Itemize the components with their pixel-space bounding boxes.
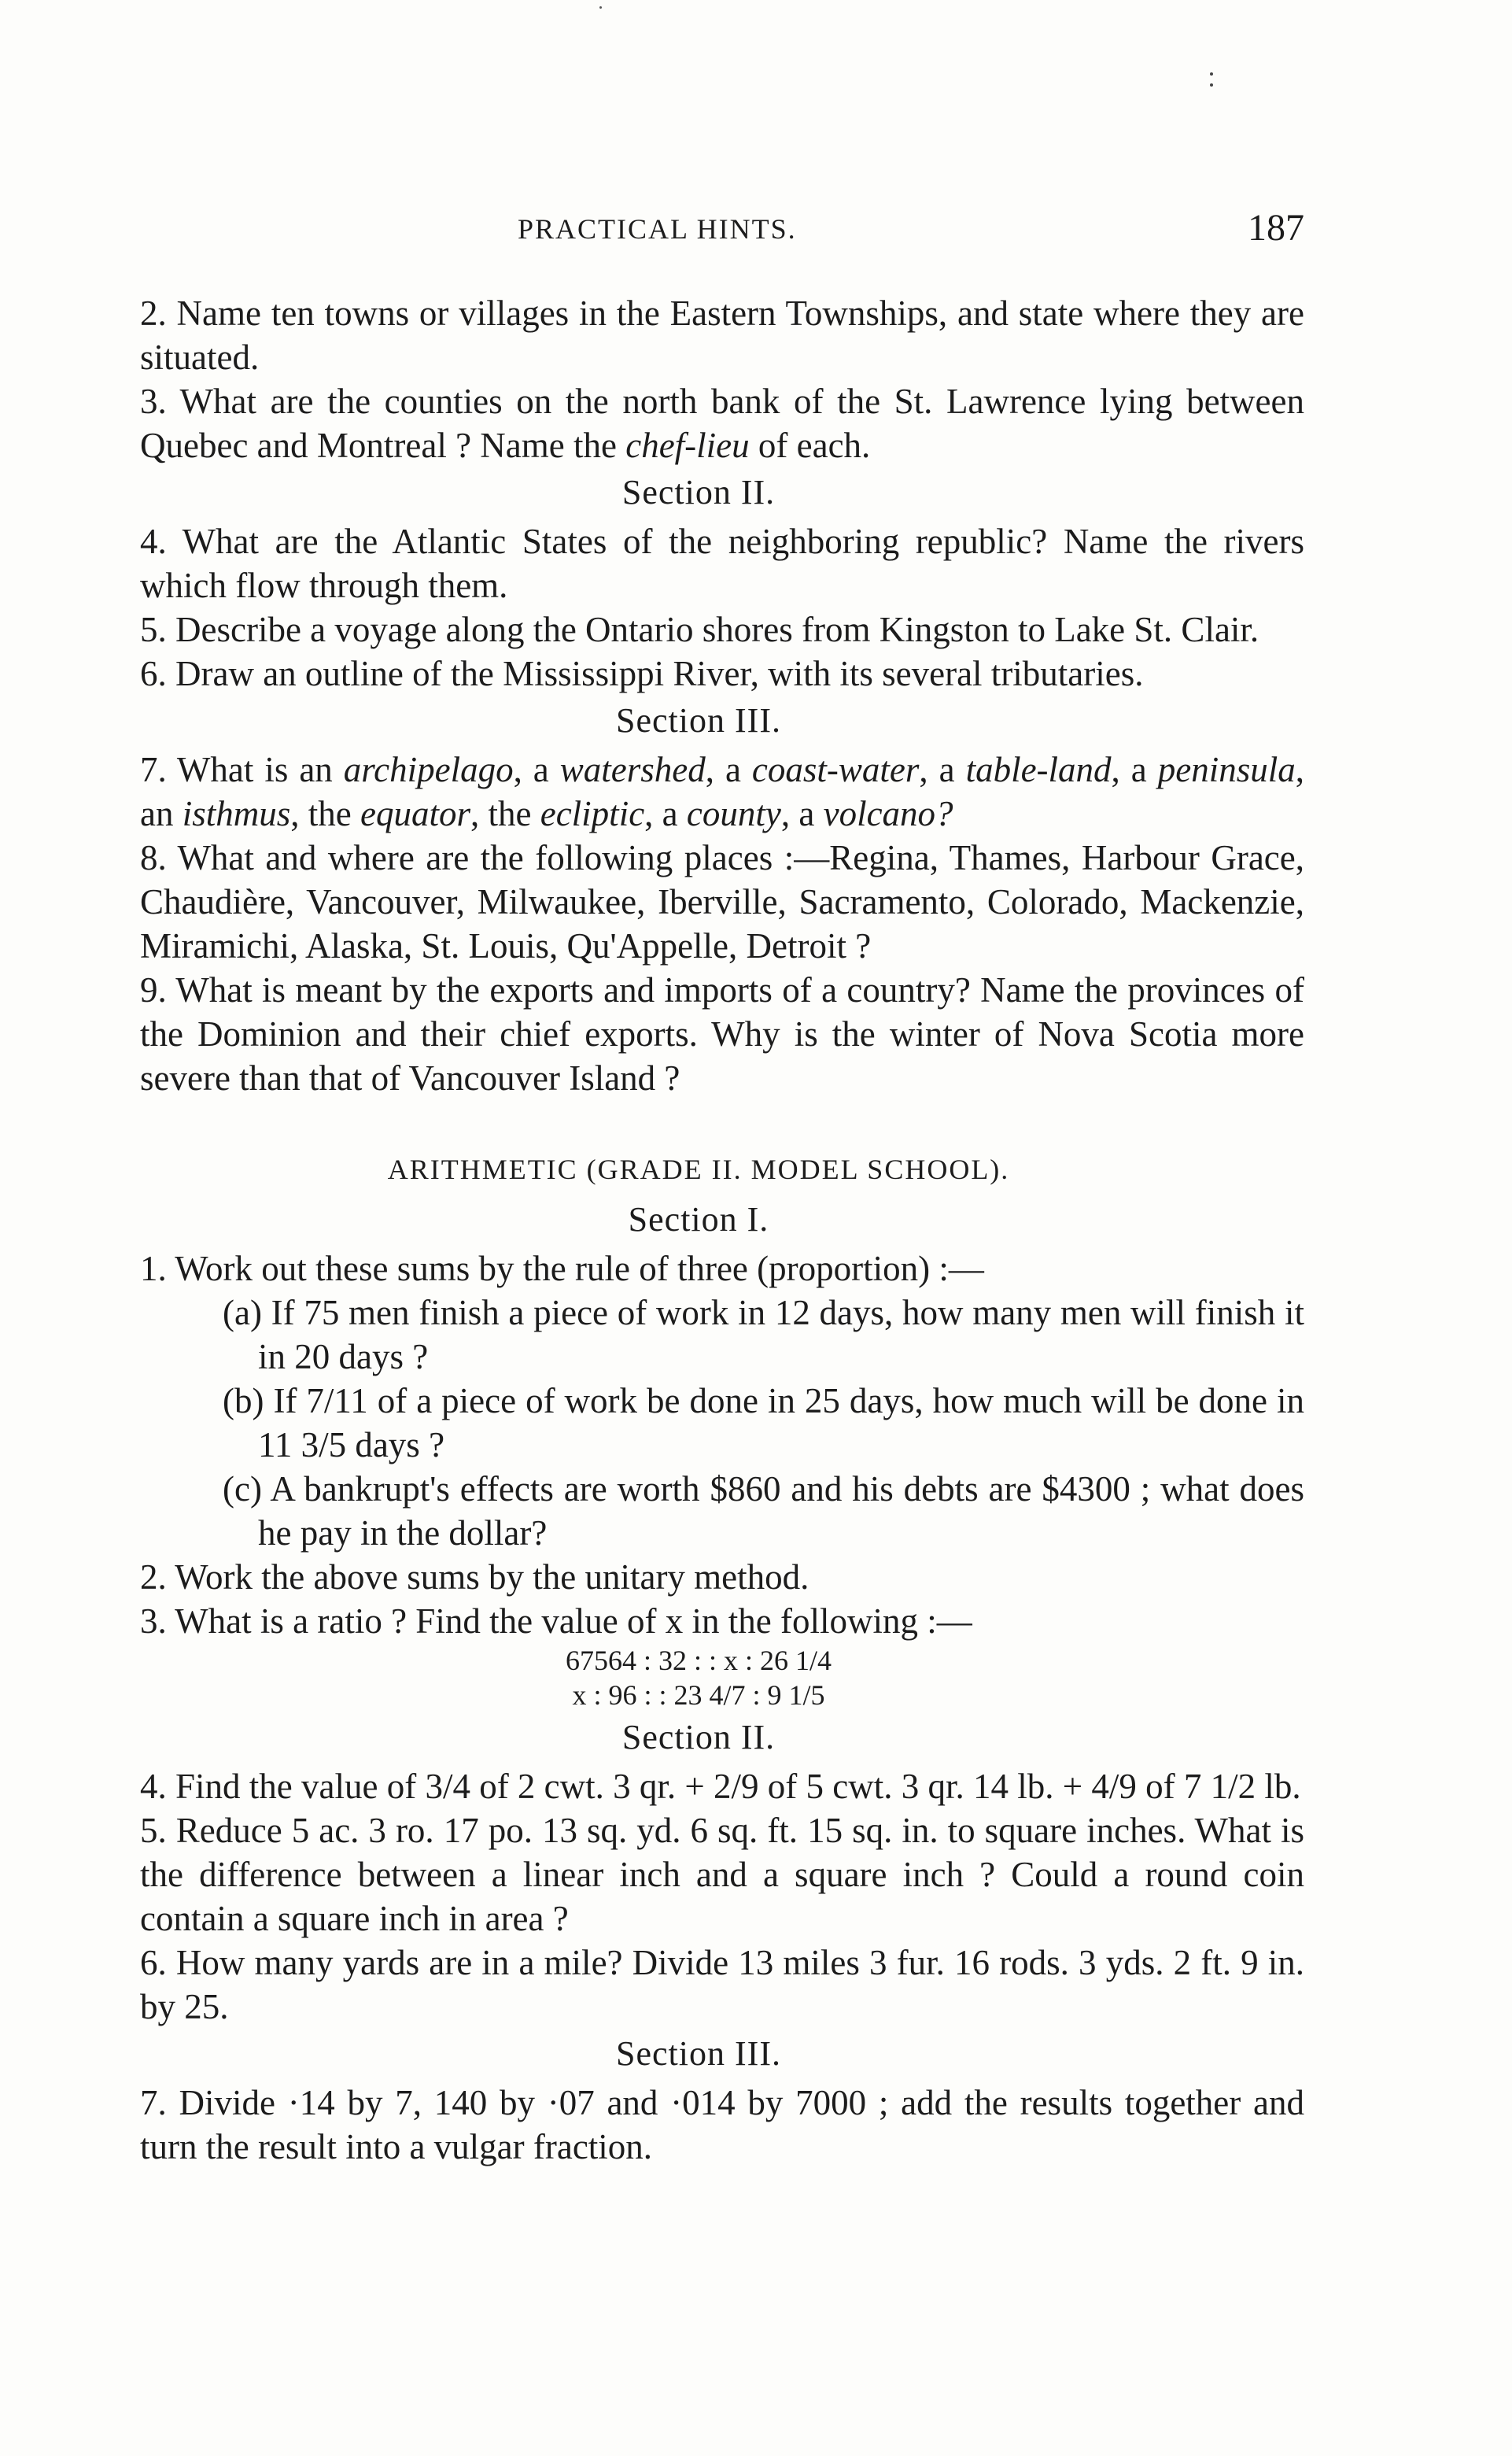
stray-mark: [599, 6, 602, 9]
question-9: 9. What is meant by the exports and imports of a country? Name the provinces of the Dominion and their chief exports. Why is the winter of Nova Scotia more severe than that of Vancouver Island ?: [140, 970, 1304, 1098]
running-title: PRACTICAL HINTS.: [518, 213, 797, 245]
question-7: 7. What is an archipelago, a watershed, a coast-water, a table-land, a peninsula, an isthmus, the equator, the ecliptic, a county, a volcano?: [140, 750, 1304, 833]
question-2: 2. Name ten towns or villages in the Eastern Townships, and state where they are situated.: [140, 294, 1304, 377]
arith-question-1c: (c) A bankrupt's effects are worth $860 and his debts are $4300 ; what does he pay in the dollar?: [223, 1469, 1304, 1553]
page-body: [93, 291, 1304, 2169]
question-8: 8. What and where are the following places :—Regina, Thames, Harbour Grace, Chaudière, Vancouver, Milwaukee, Iberville, Sacramento, Colorado, Mackenzie, Miramichi, Alaska, St. Louis, Qu'Appelle, Detroit ?: [140, 838, 1304, 966]
arith-question-6: 6. How many yards are in a mile? Divide 13 miles 3 fur. 16 rods. 3 yds. 2 ft. 9 in. by 25.: [140, 1943, 1304, 2026]
arith-question-1: 1. Work out these sums by the rule of three (proportion) :—: [140, 1249, 984, 1288]
running-head: [93, 206, 1304, 253]
question-3: 3. What are the counties on the north bank of the St. Lawrence lying between Quebec and Montreal ? Name the chef-lieu of each.: [140, 382, 1304, 465]
question-4: 4. What are the Atlantic States of the neighboring republic? Name the rivers which flow through them.: [140, 522, 1304, 605]
arith-section-ii: Section II.: [621, 1718, 776, 1756]
arith-section-iii: Section III.: [616, 2034, 781, 2073]
arith-question-4: 4. Find the value of 3/4 of 2 cwt. 3 qr. + 2/9 of 5 cwt. 3 qr. 14 lb. + 4/9 of 7 1/2 lb.: [140, 1767, 1301, 1806]
section-heading-ii: Section II.: [621, 473, 776, 512]
section-heading-iii: Section III.: [616, 701, 781, 740]
arith-section-i: Section I.: [628, 1200, 769, 1239]
arith-question-1b: (b) If 7/11 of a piece of work be done in 25 days, how much will be done in 11 3/5 days ?: [223, 1381, 1304, 1464]
arith-question-3: 3. What is a ratio ? Find the value of x in the following :—: [140, 1601, 972, 1641]
question-5: 5. Describe a voyage along the Ontario shores from Kingston to Lake St. Clair.: [140, 610, 1259, 649]
arith-question-2: 2. Work the above sums by the unitary method.: [140, 1557, 809, 1597]
question-6: 6. Draw an outline of the Mississippi River, with its several tributaries.: [140, 654, 1144, 693]
ratio-line-2: x : 96 : : 23 4/7 : 9 1/5: [572, 1679, 825, 1711]
stray-marks-right: [1210, 72, 1213, 96]
arith-question-5: 5. Reduce 5 ac. 3 ro. 17 po. 13 sq. yd. 6 sq. ft. 15 sq. in. to square inches. What is the difference between a linear inch and a square inch ? Could a round coin contain a square inch in area ?: [140, 1811, 1304, 1938]
arith-question-1a: (a) If 75 men finish a piece of work in 12 days, how many men will finish it in 20 days ?: [223, 1293, 1304, 1376]
arithmetic-heading: ARITHMETIC (GRADE II. MODEL SCHOOL).: [387, 1154, 1010, 1185]
ratio-line-1: 67564 : 32 : : x : 26 1/4: [565, 1645, 832, 1676]
page-number: 187: [1248, 207, 1304, 249]
arith-question-7: 7. Divide ·14 by 7, 140 by ·07 and ·014 by 7000 ; add the results together and turn the result into a vulgar fraction.: [140, 2083, 1304, 2166]
